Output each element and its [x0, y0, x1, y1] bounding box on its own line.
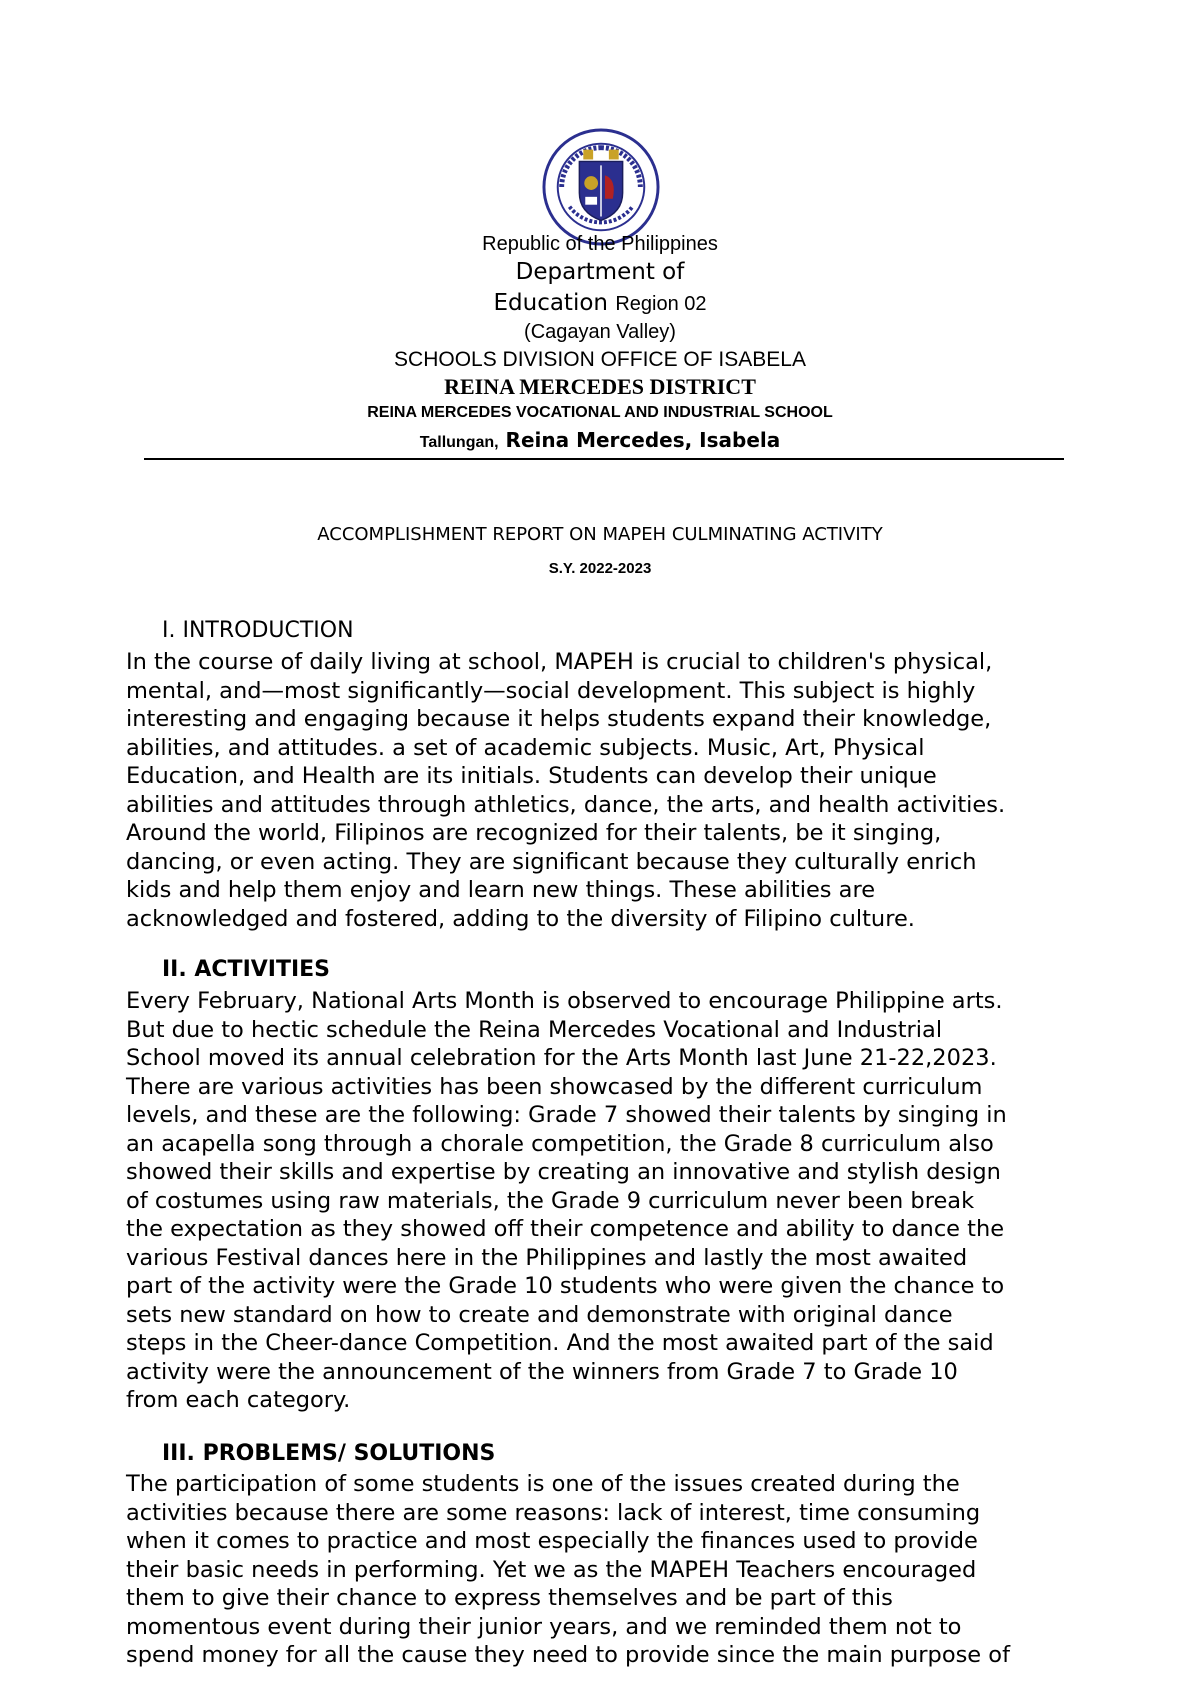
paragraph-line: when it comes to practice and most especially the finances used to provide: [126, 1528, 978, 1554]
district-line: REINA MERCEDES DISTRICT: [444, 374, 756, 399]
deped-seal-logo: [542, 128, 660, 246]
section-heading-activities: II. ACTIVITIES: [162, 957, 331, 982]
paragraph-line: In the course of daily living at school, MAPEH is crucial to children's physical,: [126, 649, 993, 675]
school-year: S.Y. 2022-2023: [548, 560, 652, 577]
paragraph-line: There are various activities has been showcased by the different curriculum: [126, 1073, 983, 1100]
paragraph-line: acknowledged and fostered, adding to the diversity of Filipino culture.: [126, 905, 915, 932]
paragraph-line: The participation of some students is one of the issues created during the: [126, 1471, 960, 1497]
paragraph-line: dancing, or even acting. They are significant because they culturally enrich: [126, 848, 977, 875]
paragraph-line: their basic needs in performing. Yet we as the MAPEH Teachers encouraged: [126, 1556, 977, 1583]
paragraph-line: abilities, and attitudes. a set of academic subjects. Music, Art, Physical: [126, 734, 925, 761]
paragraph-line: an acapella song through a chorale competition, the Grade 8 curriculum also: [126, 1130, 994, 1157]
paragraph-line: Around the world, Filipinos are recognized for their talents, be it singing,: [126, 820, 942, 846]
paragraph-line: abilities and attitudes through athletics, dance, the arts, and health activities.: [126, 791, 1006, 818]
activities-paragraph: [126, 987, 1007, 1415]
paragraph-line: steps in the Cheer-dance Competition. And the most awaited part of the said: [126, 1330, 994, 1356]
section-heading-problems: III. PROBLEMS/ SOLUTIONS: [162, 1441, 496, 1466]
region-name-line: (Cagayan Valley): [524, 321, 676, 343]
paragraph-line: Every February, National Arts Month is observed to encourage Philippine arts.: [126, 988, 1003, 1014]
paragraph-line: kids and help them enjoy and learn new things. These abilities are: [126, 877, 876, 903]
introduction-paragraph: [126, 648, 1005, 933]
section-heading-introduction: I. INTRODUCTION: [162, 618, 354, 643]
address-line: [0, 428, 1200, 452]
header-divider: [144, 458, 1064, 460]
paragraph-line: Education, and Health are its initials. Students can develop their unique: [126, 763, 937, 789]
department-line: Department of: [515, 259, 685, 285]
paragraph-line: interesting and engaging because it helps students expand their knowledge,: [126, 706, 992, 732]
division-line: SCHOOLS DIVISION OFFICE OF ISABELA: [394, 348, 806, 371]
paragraph-line: momentous event during their junior years, and we reminded them not to: [126, 1613, 962, 1640]
paragraph-line: various Festival dances here in the Philippines and lastly the most awaited: [126, 1244, 968, 1271]
paragraph-line: levels, and these are the following: Grade 7 showed their talents by singing in: [126, 1102, 1007, 1128]
paragraph-line: them to give their chance to express themselves and be part of this: [126, 1585, 893, 1611]
education-label: Education: [493, 290, 608, 316]
paragraph-line: the expectation as they showed off their competence and ability to dance the: [126, 1216, 1005, 1242]
problems-paragraph: [126, 1470, 1010, 1670]
paragraph-line: of costumes using raw materials, the Grade 9 curriculum never been break: [126, 1187, 975, 1214]
paragraph-line: showed their skills and expertise by creating an innovative and stylish design: [126, 1159, 1001, 1185]
republic-line: Republic of the Philippines: [482, 233, 718, 255]
paragraph-line: spend money for all the cause they need to provide since the main purpose of: [126, 1642, 1010, 1668]
address-rest: Reina Mercedes, Isabela: [505, 428, 781, 452]
paragraph-line: from each category.: [126, 1387, 351, 1413]
region-label: Region 02: [615, 293, 707, 315]
report-title: ACCOMPLISHMENT REPORT ON MAPEH CULMINATING ACTIVITY: [317, 524, 883, 545]
education-region-line: [0, 290, 1200, 316]
paragraph-line: School moved its annual celebration for the Arts Month last June 21-22,2023.: [126, 1045, 997, 1071]
paragraph-line: activity were the announcement of the winners from Grade 7 to Grade 10: [126, 1358, 958, 1385]
paragraph-line: sets new standard on how to create and demonstrate with original dance: [126, 1301, 953, 1328]
address-town: Tallungan,: [419, 434, 499, 451]
paragraph-line: part of the activity were the Grade 10 students who were given the chance to: [126, 1273, 1005, 1299]
paragraph-line: But due to hectic schedule the Reina Mercedes Vocational and Industrial: [126, 1016, 943, 1043]
school-name-line: REINA MERCEDES VOCATIONAL AND INDUSTRIAL SCHOOL: [367, 404, 833, 421]
paragraph-line: activities because there are some reasons: lack of interest, time consuming: [126, 1499, 981, 1526]
paragraph-line: mental, and—most significantly—social development. This subject is highly: [126, 677, 976, 704]
